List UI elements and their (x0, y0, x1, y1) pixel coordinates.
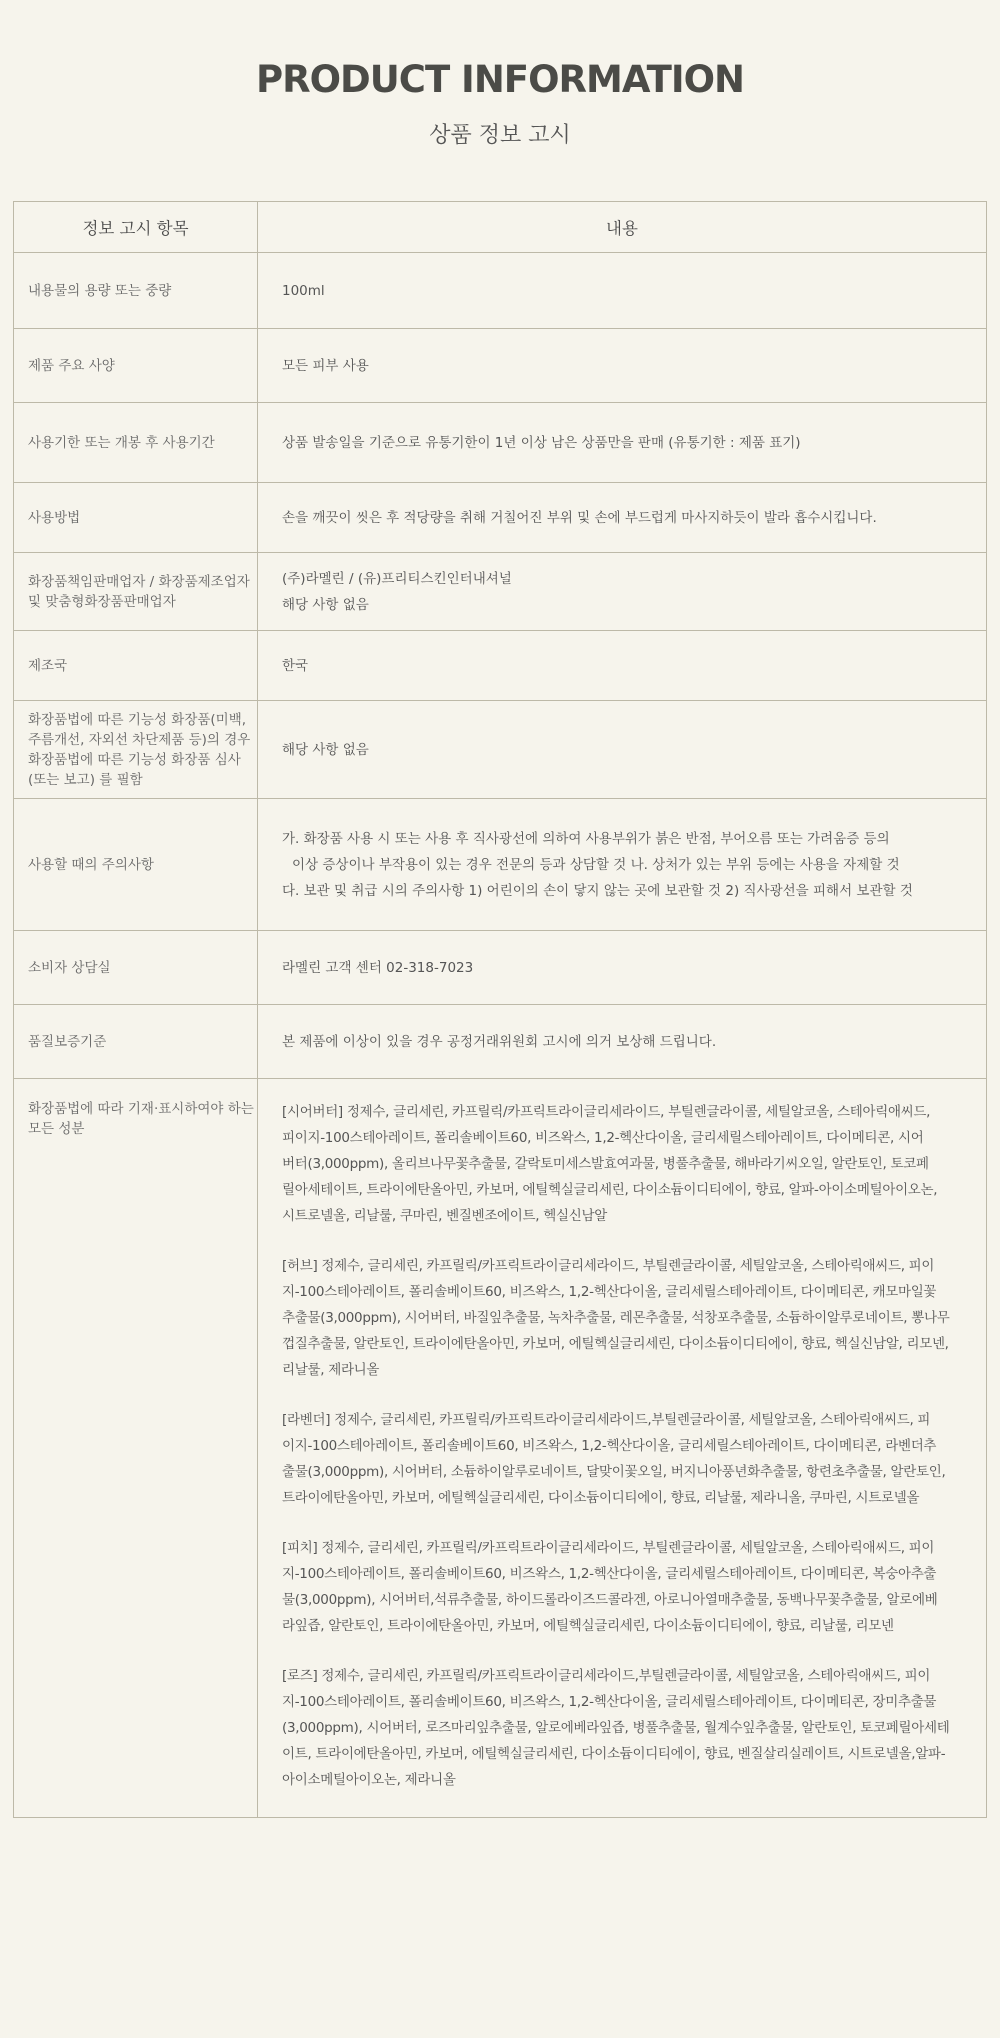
table-row (14, 403, 987, 483)
row-label-line: 화장품법에 따른 기능성 화장품 심사 (28, 751, 241, 768)
ingredient-line: (3,000ppm), 시어버터, 로즈마리잎추출물, 알로에베라잎즙, 병풀추출물, 월계수잎추출물, 알란토인, 토코페릴아세테 (282, 1720, 950, 1736)
ingredient-line: 지-100스테아레이트, 폴리솔베이트60, 비즈왁스, 1,2-헥산다이올, 글리세릴스테아레이트, 다이메티콘, 캐모마일꽃 (282, 1284, 937, 1300)
row-value-line: 가. 화장품 사용 시 또는 사용 후 직사광선에 의하여 사용부위가 붉은 반점, 부어오름 또는 가려움증 등의 (282, 830, 890, 847)
ingredient-line: 껍질추출물, 알란토인, 트라이에탄올아민, 카보머, 에틸헥실글리세린, 다이소듐이디티에이, 향료, 헥실신남알, 리모넨, (282, 1336, 949, 1352)
ingredient-line: 트라이에탄올아민, 카보머, 에틸헥실글리세린, 다이소듐이디티에이, 향료, 리날룰, 제라니올, 쿠마린, 시트로넬올 (282, 1490, 920, 1506)
row-label (14, 799, 258, 931)
row-label (14, 1005, 258, 1079)
row-label-line: 화장품법에 따른 기능성 화장품(미백, (28, 711, 247, 728)
row-label-line: 사용할 때의 주의사항 (28, 856, 154, 873)
row-label-line: 및 맞춤형화장품판매업자 (28, 593, 176, 610)
row-label-line: 품질보증기준 (28, 1033, 107, 1050)
row-value (258, 799, 987, 931)
row-label (14, 631, 258, 701)
row-value-line: 모든 피부 사용 (282, 357, 369, 374)
row-value-line: 본 제품에 이상이 있을 경우 공정거래위원회 고시에 의거 보상해 드립니다. (282, 1033, 717, 1050)
table-row-ingredients (14, 1079, 987, 1818)
row-value (258, 631, 987, 701)
ingredients-list (258, 1079, 987, 1818)
row-value (258, 701, 987, 799)
table-row (14, 329, 987, 403)
row-label (14, 701, 258, 799)
row-value-line: 해당 사항 없음 (282, 596, 369, 613)
row-value-line: 다. 보관 및 취급 시의 주의사항 1) 어린이의 손이 닿지 않는 곳에 보관할 것 2) 직사광선을 피해서 보관할 것 (282, 882, 913, 899)
table-row (14, 931, 987, 1005)
ingredient-line: 릴아세테이트, 트라이에탄올아민, 카보머, 에틸헥실글리세린, 다이소듐이디티에이, 향료, 알파-아이소메틸아이오논, (282, 1182, 938, 1198)
ingredient-line: 피이지-100스테아레이트, 폴리솔베이트60, 비즈왁스, 1,2-헥산다이올, 글리세릴스테아레이트, 다이메티콘, 시어 (282, 1130, 924, 1146)
row-label (14, 1079, 258, 1818)
page-title: PRODUCT INFORMATION (255, 58, 745, 101)
column-header-item: 정보 고시 항목 (14, 202, 258, 253)
row-label-line: 제조국 (28, 657, 68, 674)
row-value (258, 931, 987, 1005)
row-value-line: 한국 (282, 657, 309, 674)
row-label-line: 주름개선, 자외선 차단제품 등)의 경우 (28, 731, 251, 748)
table-row (14, 483, 987, 553)
ingredient-line: [허브] 정제수, 글리세린, 카프릴릭/카프릭트라이글리세라이드, 부틸렌글라이콜, 세틸알코올, 스테아릭애씨드, 피이 (282, 1258, 935, 1274)
row-value (258, 253, 987, 329)
row-label (14, 931, 258, 1005)
table-row (14, 553, 987, 631)
ingredient-line: 지-100스테아레이트, 폴리솔베이트60, 비즈왁스, 1,2-헥산다이올, 글리세릴스테아레이트, 다이메티콘, 장미추출물 (282, 1694, 937, 1710)
row-label (14, 483, 258, 553)
row-value-line: 상품 발송일을 기준으로 유통기한이 1년 이상 남은 상품만을 판매 (유통기한 : 제품 표기) (282, 434, 801, 451)
row-label-line: (또는 보고) 를 필함 (28, 771, 143, 788)
ingredient-line: 시트로넬올, 리날룰, 쿠마린, 벤질벤조에이트, 헥실신남알 (282, 1208, 607, 1224)
row-label-line: 모든 성분 (28, 1121, 85, 1137)
row-value-line: 해당 사항 없음 (282, 741, 369, 758)
ingredient-line: [시어버터] 정제수, 글리세린, 카프릴릭/카프릭트라이글리세라이드, 부틸렌글라이콜, 세틸알코올, 스테아릭애씨드, (282, 1104, 931, 1120)
row-value (258, 1005, 987, 1079)
ingredient-line: 물(3,000ppm), 시어버터,석류추출물, 하이드롤라이즈드콜라겐, 아로니아열매추출물, 동백나무꽃추출물, 알로에베 (282, 1592, 938, 1608)
row-value (258, 483, 987, 553)
row-value-line: 라멜린 고객 센터 02-318-7023 (282, 959, 474, 976)
product-info-table (13, 201, 987, 1818)
ingredient-block (282, 1535, 962, 1639)
ingredient-line: [라벤더] 정제수, 글리세린, 카프릴릭/카프릭트라이글리세라이드,부틸렌글라이콜, 세틸알코올, 스테아릭애씨드, 피 (282, 1412, 931, 1428)
row-value-line: 100ml (282, 282, 325, 299)
column-header-content: 내용 (258, 202, 987, 253)
table-header-row (14, 202, 987, 253)
row-label-line: 내용물의 용량 또는 중량 (28, 282, 172, 299)
table-row (14, 253, 987, 329)
row-label-line: 사용기한 또는 개봉 후 사용기간 (28, 434, 215, 451)
ingredient-line: 추출물(3,000ppm), 시어버터, 바질잎추출물, 녹차추출물, 레몬추출물, 석창포추출물, 소듐하이알루로네이트, 뽕나무 (282, 1310, 950, 1326)
row-value-line: 이상 증상이나 부작용이 있는 경우 전문의 등과 상담할 것 나. 상처가 있는 부위 등에는 사용을 자제할 것 (292, 856, 900, 873)
ingredient-line: 버터(3,000ppm), 올리브나무꽃추출물, 갈락토미세스발효여과물, 병풀추출물, 해바라기씨오일, 알란토인, 토코페 (282, 1156, 929, 1172)
table-row (14, 631, 987, 701)
row-value-line: 손을 깨끗이 씻은 후 적당량을 취해 거칠어진 부위 및 손에 부드럽게 마사지하듯이 발라 흡수시킵니다. (282, 509, 877, 526)
row-label-line: 소비자 상담실 (28, 959, 111, 976)
ingredient-line: 출물(3,000ppm), 시어버터, 소듐하이알루로네이트, 달맞이꽃오일, 버지니아풍년화추출물, 항련초추출물, 알란토인, (282, 1464, 946, 1480)
ingredient-line: 아이소메틸아이오논, 제라니올 (282, 1772, 456, 1788)
ingredient-block (282, 1253, 962, 1383)
ingredient-block (282, 1407, 962, 1511)
row-label (14, 253, 258, 329)
table-row (14, 1005, 987, 1079)
row-value (258, 403, 987, 483)
ingredient-line: [로즈] 정제수, 글리세린, 카프릴릭/카프릭트라이글리세라이드,부틸렌글라이콜, 세틸알코올, 스테아릭애씨드, 피이 (282, 1668, 931, 1684)
row-value (258, 329, 987, 403)
ingredient-block (282, 1663, 962, 1793)
page-subtitle: 상품 정보 고시 (429, 123, 571, 148)
table-row (14, 701, 987, 799)
row-label-line: 화장품책임판매업자 / 화장품제조업자 (28, 573, 250, 590)
ingredient-line: 이트, 트라이에탄올아민, 카보머, 에틸헥실글리세린, 다이소듐이디티에이, 향료, 벤질살리실레이트, 시트로넬올,알파- (282, 1746, 946, 1762)
row-label-line: 사용방법 (28, 509, 81, 526)
row-label (14, 329, 258, 403)
row-label-line: 화장품법에 따라 기재·표시하여야 하는 (28, 1101, 254, 1117)
ingredient-line: 이지-100스테아레이트, 폴리솔베이트60, 비즈왁스, 1,2-헥산다이올, 글리세릴스테아레이트, 다이메티콘, 라벤더추 (282, 1438, 937, 1454)
table-row (14, 799, 987, 931)
ingredient-line: 지-100스테아레이트, 폴리솔베이트60, 비즈왁스, 1,2-헥산다이올, 글리세릴스테아레이트, 다이메티콘, 복숭아추출 (282, 1566, 937, 1582)
ingredient-block (282, 1099, 962, 1229)
ingredient-line: 리날룰, 제라니올 (282, 1362, 380, 1378)
row-label (14, 403, 258, 483)
ingredient-line: 라잎즙, 알란토인, 트라이에탄올아민, 카보머, 에틸헥실글리세린, 다이소듐이디티에이, 향료, 리날룰, 리모넨 (282, 1618, 894, 1634)
row-value (258, 553, 987, 631)
row-label (14, 553, 258, 631)
row-value-line: (주)라멜린 / (유)프리티스킨인터내셔널 (282, 570, 512, 587)
row-label-line: 제품 주요 사양 (28, 357, 115, 374)
ingredient-line: [피치] 정제수, 글리세린, 카프릴릭/카프릭트라이글리세라이드, 부틸렌글라이콜, 세틸알코올, 스테아릭애씨드, 피이 (282, 1540, 935, 1556)
